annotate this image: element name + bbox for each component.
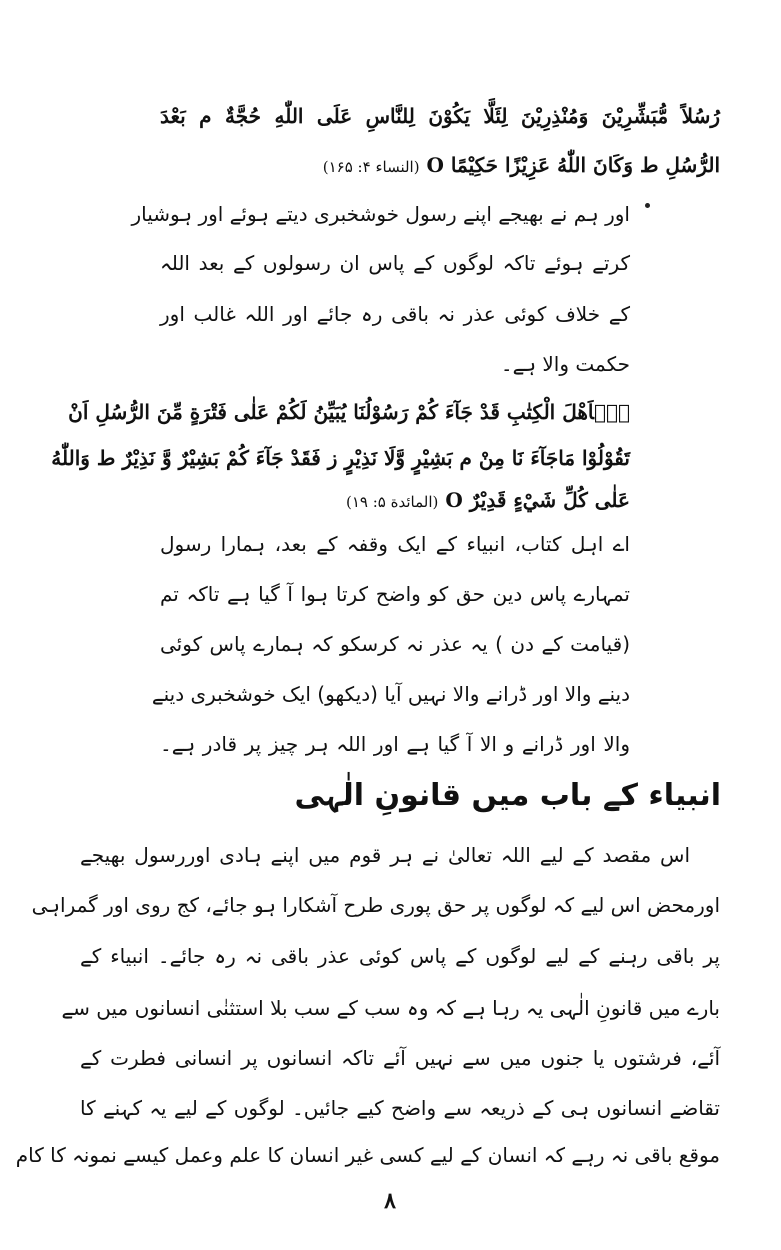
paragraph-line-5: آئے، فرشتوں یا جنوں میں سے نہیں آئے تاکہ انسانوں پر انسانی فطرت کے <box>80 1046 720 1070</box>
paragraph-line-2: اورمحض اس لیے کہ لوگوں پر حق پوری طرح آشکارا ہو جائے، کج روی اور گمراہی <box>31 893 720 917</box>
verse-1-reference: (النساء ۴: ۱۶۵) <box>322 158 420 176</box>
translation-1-line-1: اور ہم نے بھیجے اپنے رسول خوشخبری دیتے ہوئے اور ہوشیار <box>131 202 630 226</box>
translation-2-line-3: (قیامت کے دن ) یہ عذر نہ کرسکو کہ ہمارے پاس کوئی <box>160 632 630 656</box>
translation-2-line-1: اے اہل کتاب، انبیاء کے ایک وقفہ کے بعد، ہمارا رسول <box>160 532 630 556</box>
verse-1-line-1: رُسُلاً مُّبَشِّرِيْنَ وَمُنْذِرِيْنَ لِئَلَّا يَكُوْنَ لِلنَّاسِ عَلَى اللّٰهِ حُجَّةٌ م بَعْدَ <box>160 104 720 128</box>
verse-2-line-1: يٰۤاَهْلَ الْكِتٰبِ قَدْ جَآءَ كُمْ رَسُوْلُنَا يُبَيِّنُ لَكُمْ عَلٰى فَتْرَةٍ مِّنَ الرُّسُلِ اَنْ <box>68 400 630 424</box>
verse-2-line-3-text: عَلٰى كُلِّ شَيْءٍ قَدِيْرٌ O <box>445 488 630 512</box>
paragraph-line-3: پر باقی رہنے کے لیے لوگوں کے پاس کوئی عذر باقی نہ رہ جائے۔ انبیاء کے <box>80 944 720 968</box>
translation-2-line-2: تمہارے پاس دین حق کو واضح کرتا ہوا آ گیا ہے تاکہ تم <box>160 582 630 606</box>
verse-2-reference: (المائدة ۵: ۱۹) <box>345 493 439 511</box>
translation-2-line-5: والا اور ڈرانے و الا آ گیا ہے اور اللہ ہر چیز پر قادر ہے۔ <box>160 732 630 756</box>
verse-2-line-2: تَقُوْلُوْا مَاجَآءَ نَا مِنْ م بَشِيْرٍ وَّلَا نَذِيْرٍ ز فَقَدْ جَآءَ كُمْ بَشِيْرٌ وَّ نَذِيْرٌ ط وَاللّٰهُ <box>51 446 630 470</box>
translation-1-line-4: حکمت والا ہے۔ <box>500 352 630 376</box>
verse-1-line-2-text: الرُّسُلِ ط وَكَانَ اللّٰهُ عَزِيْزًا حَكِيْمًا O <box>426 153 720 177</box>
translation-1-line-2: کرتے ہوئے تاکہ لوگوں کے پاس ان رسولوں کے بعد اللہ <box>160 251 630 275</box>
paragraph-line-6: تقاضے انسانوں ہی کے ذریعہ سے واضح کیے جائیں۔ لوگوں کے لیے یہ کہنے کا <box>80 1096 720 1120</box>
paragraph-line-1: اس مقصد کے لیے اللہ تعالیٰ نے ہر قوم میں اپنے ہادی اوررسول بھیجے <box>80 843 690 867</box>
translation-1-line-3: کے خلاف کوئی عذر نہ باقی رہ جائے اور اللہ غالب اور <box>160 302 630 326</box>
paragraph-line-7: موقع باقی نہ رہے کہ انسان کے لیے کسی غیر انسان کا علم وعمل کیسے نمونہ کا کام <box>15 1143 720 1167</box>
section-heading: انبیاء کے باب میں قانونِ الٰہی <box>294 778 721 813</box>
verse-1-line-2 <box>268 153 720 177</box>
translation-2-line-4: دینے والا اور ڈرانے والا نہیں آیا (دیکھو) ایک خوشخبری دینے <box>151 682 630 706</box>
verse-2-line-3 <box>330 488 630 512</box>
paragraph-line-4: بارے میں قانونِ الٰہی یہ رہا ہے کہ وہ سب کے سب بلا استثنٰی انسانوں میں سے <box>61 996 720 1020</box>
margin-dot-icon <box>645 203 650 208</box>
page-number: ۸ <box>384 1188 396 1214</box>
